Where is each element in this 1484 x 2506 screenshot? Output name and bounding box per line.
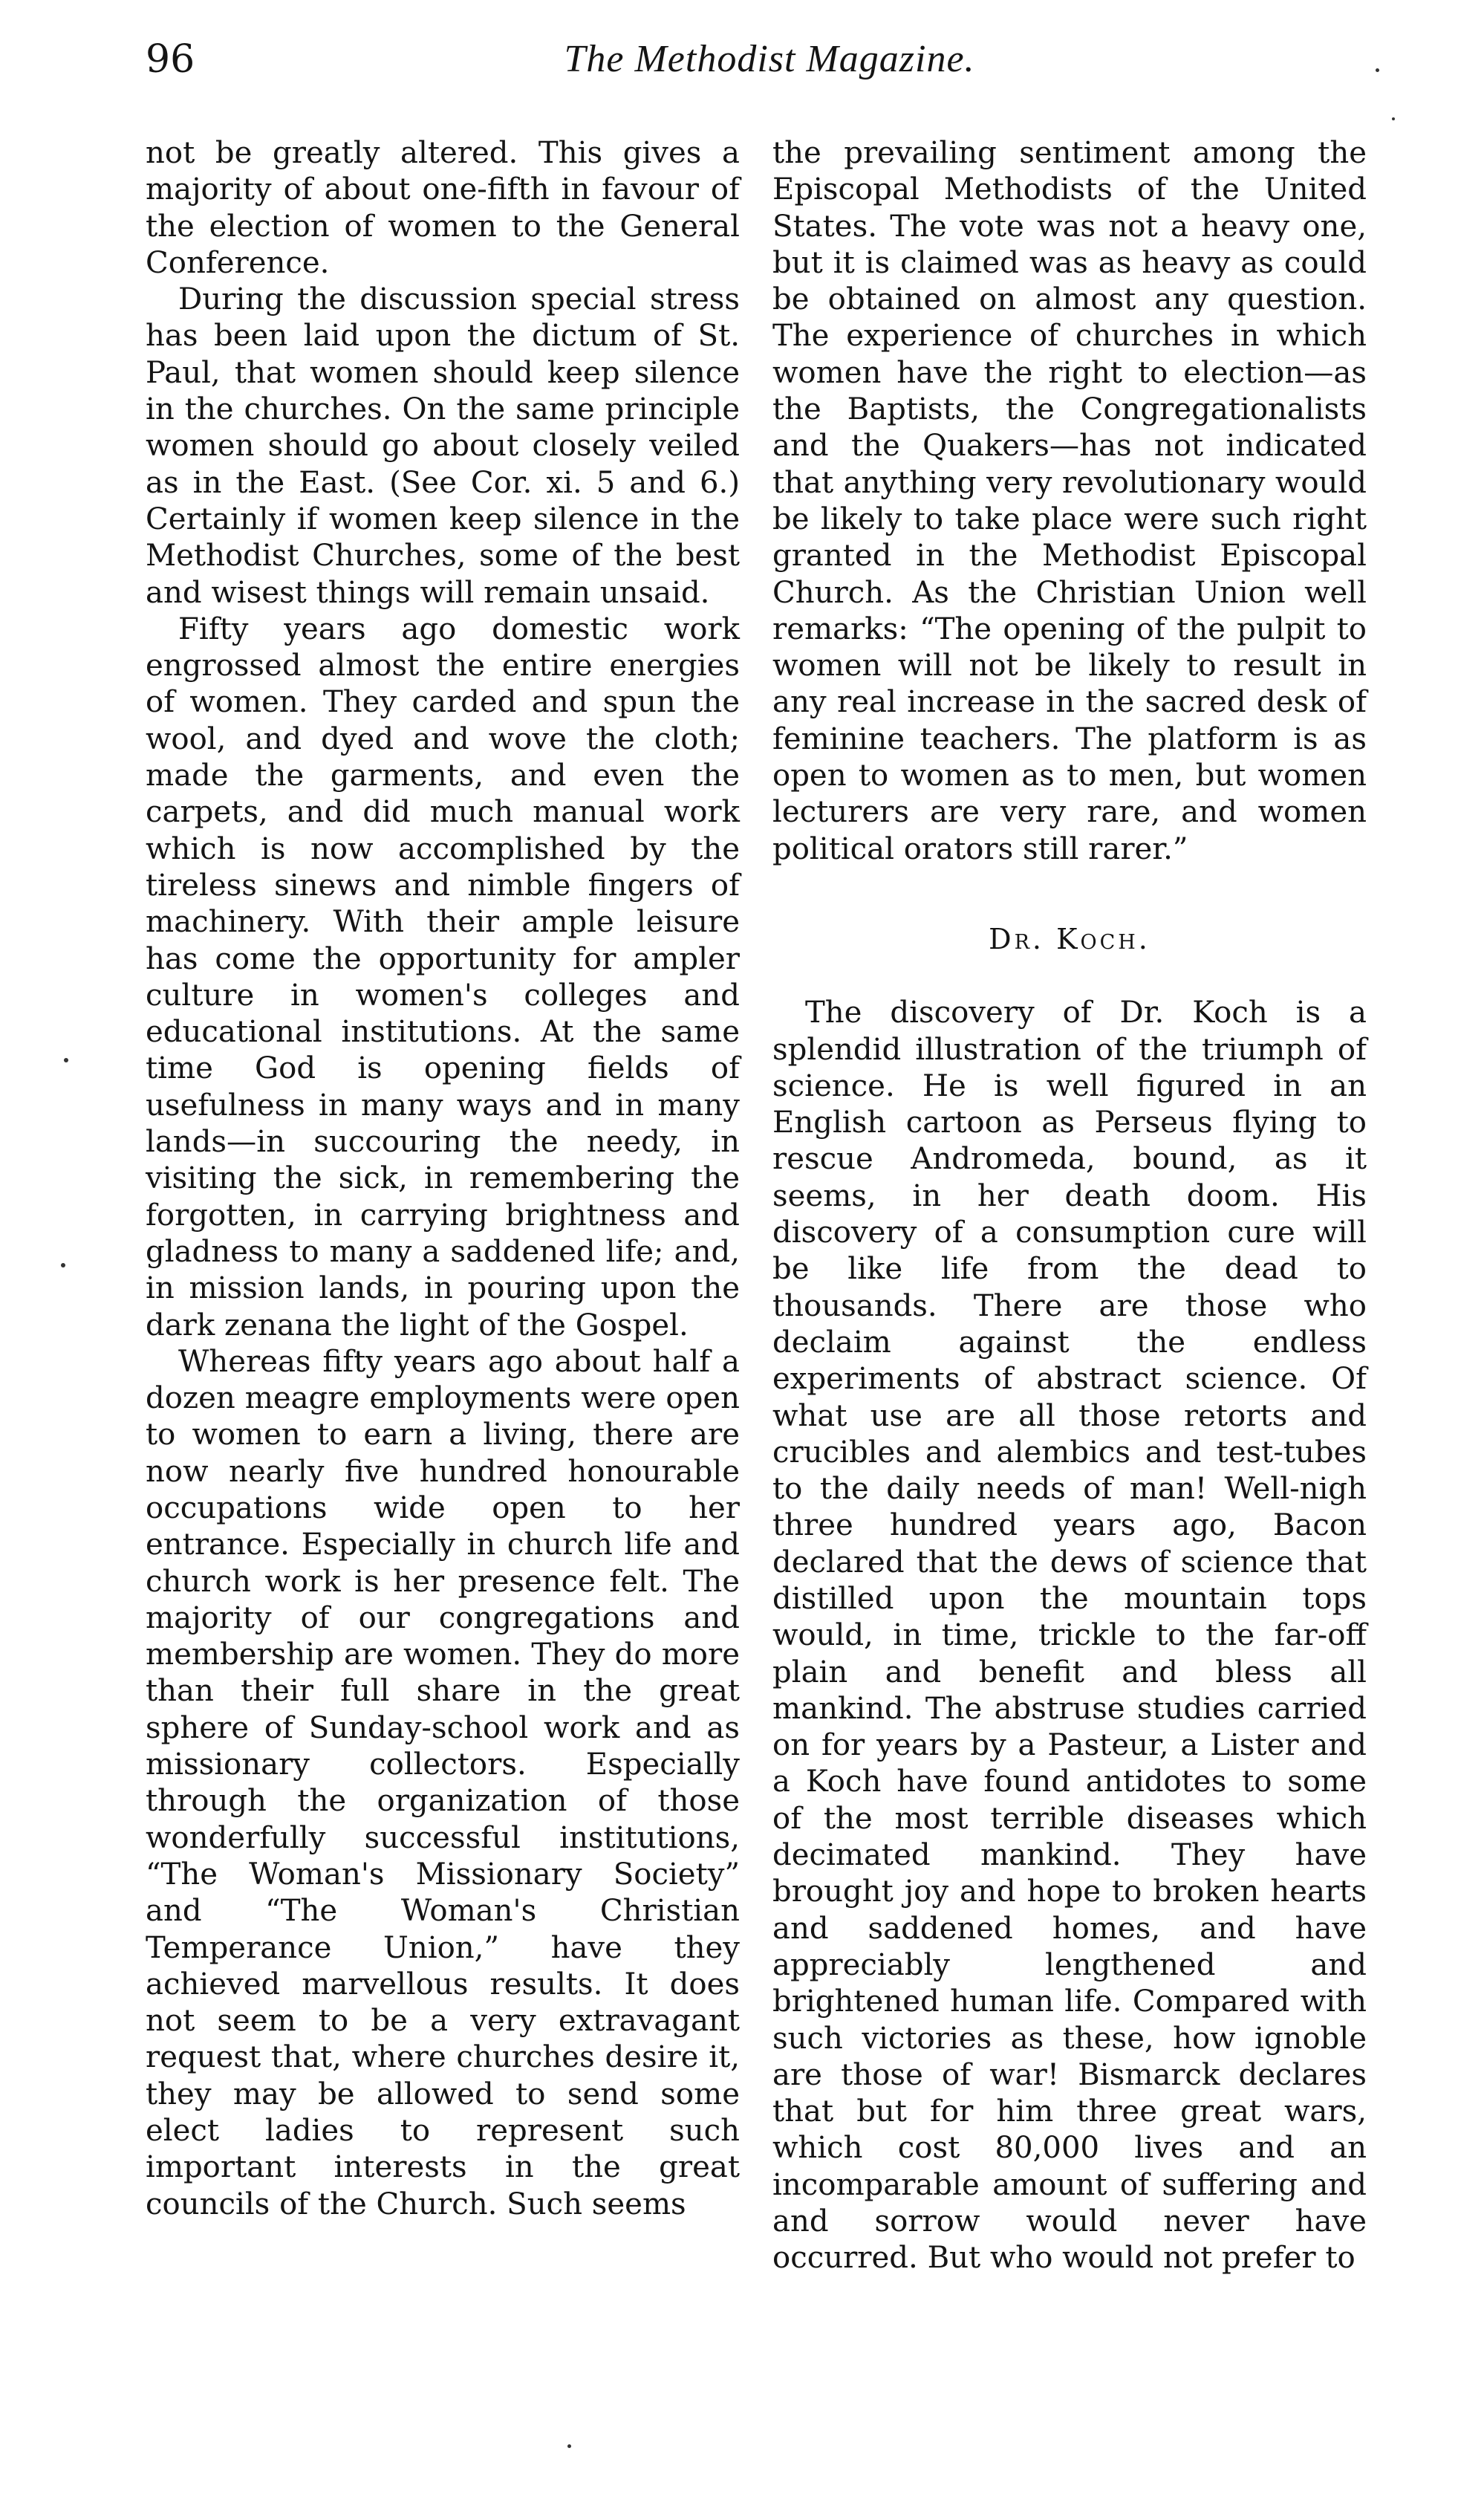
scan-speck [1392,117,1395,120]
page-number: 96 [146,37,195,82]
scan-speck [61,1263,65,1267]
paragraph: Fifty years ago domestic work engrossed almost the entire energies of women. They carded and spun the wool, and dyed and wove the cloth; made the garments, and even the carpets, and did much manual work which is now accomplished by the tireless sinews and nimble fingers of machinery. With their ample leisure has come the opportunity for ampler culture in women's colleges and educational institutions. At the same time God is opening fields of usefulness in many ways and in many lands—in succouring the needy, in visiting the sick, in remembering the forgotten, in carrying brightness and gladness to many a saddened life; and, in mission lands, in pouring upon the dark zenana the light of the Gospel. [146,611,740,1343]
paragraph: the prevailing sentiment among the Episcopal Methodists of the United States. The vote was not a heavy one, but it is claimed was as heavy as could be obtained on almost any question. The experience of churches in which women have the right to election—as the Baptists, the Congregationalists and the Quakers—has not indicated that anything very revolutionary would be likely to take place were such right granted in the Methodist Episcopal Church. As the Christian Union well remarks: “The opening of the pulpit to women will not be likely to result in any real increase in the sacred desk of feminine teachers. The platform is as open to women as to men, but women lecturers are very rare, and women political orators still rarer.” [772,136,1367,866]
left-column [146,135,740,2223]
right-column [772,135,1367,2277]
journal-title: The Methodist Magazine. [564,38,975,80]
paragraph: Whereas fifty years ago about half a dozen meagre employments were open to women to earn a living, there are now nearly five hundred honourable occupations wide open to her entrance. Especially in church life and church work is her presence felt. The majority of our congregations and membership are women. They do more than their full share in the great sphere of Sunday-school work and as missionary collectors. Especially through the organization of those wonderfully successful institutions, “The Woman's Missionary Society” and “The Woman's Christian Temperance Union,” have they achieved marvellous results. It does not seem to be a very extravagant request that, where churches desire it, they may be allowed to send some elect ladies to represent such important interests in the great councils of the Church. Such seems [146,1344,740,2221]
paragraph: The discovery of Dr. Koch is a splendid illustration of the triumph of science. He is well figured in an English cartoon as Perseus flying to rescue Andromeda, bound, as it seems, in her death doom. His discovery of a consumption cure will be like life from the dead to thousands. There are those who declaim against the endless experiments of abstract science. Of what use are all those retorts and crucibles and alembics and test-tubes to the daily needs of man! Well-nigh three hundred years ago, Bacon declared that the dews of science that distilled upon the mountain tops would, in time, trickle to the far-off plain and benefit and bless all mankind. The abstruse studies carried on for years by a Pasteur, a Lister and a Koch have found antidotes to some of the most terrible diseases which decimated mankind. They have brought joy and hope to broken hearts and saddened homes, and have appreciably lengthened and brightened human life. Compared with such victories as these, how ignoble are those of war! Bismarck declares that but for him three great wars, which cost 80,000 lives and an incomparable amount of suffering and and sorrow would never have occurred. But who would not prefer to [772,996,1367,2276]
section-heading: Dr. Koch. [989,922,1151,955]
paragraph: During the discussion special stress has been laid upon the dictum of St. Paul, that women should keep silence in the churches. On the same principle women should go about closely veiled as in the East. (See Cor. xi. 5 and 6.) Certainly if women keep silence in the Methodist Churches, some of the best and wisest things will remain unsaid. [146,282,740,610]
running-head [146,37,1393,97]
paragraph: not be greatly altered. This gives a majority of about one-fifth in favour of the election of women to the General Conference. [146,136,740,280]
scan-speck [1376,68,1379,72]
scan-speck [567,2444,571,2448]
scan-speck [64,1058,68,1062]
